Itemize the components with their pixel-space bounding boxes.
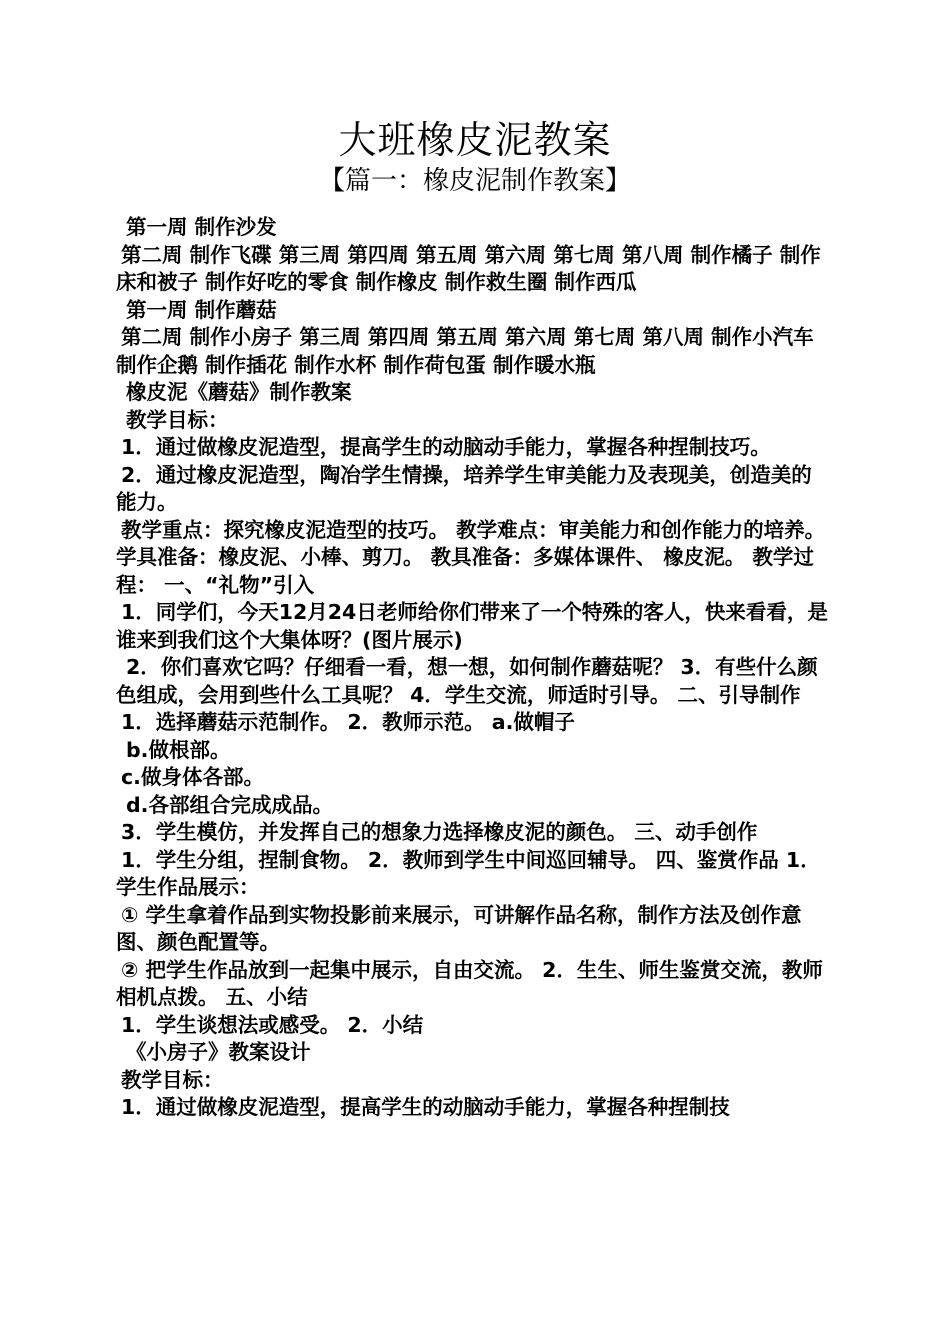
- document-paragraph: 1．同学们，今天12月24日老师给你们带来了一个特殊的客人，快来看看，是谁来到我们这个大集体呀？(图片展示): [116, 600, 828, 652]
- document-paragraph: 1．通过做橡皮泥造型，提高学生的动脑动手能力，掌握各种捏制技: [121, 1095, 730, 1119]
- document-paragraph: 1．学生分组，捏制食物。 2．教师到学生中间巡回辅导。 四、鉴赏作品 1． 学生作品展示：: [116, 847, 821, 899]
- document-paragraph: c.做身体各部。: [121, 765, 264, 789]
- document-body: [116, 214, 832, 1122]
- document-title: 大班橡皮泥教案: [338, 118, 612, 162]
- document-paragraph: 第一周 制作蘑菇: [126, 297, 277, 322]
- document-paragraph: 教学目标：: [121, 1067, 224, 1092]
- document-paragraph: 第二周 制作小房子 第三周 第四周 第五周 第六周 第七周 第八周 制作小汽车 制作企鹅 制作插花 制作水杯 制作荷包蛋 制作暖水瓶: [116, 325, 814, 377]
- document-paragraph: ② 把学生作品放到一起集中展示，自由交流。 2．生生、师生鉴赏交流，教师相机点拨。 五、小结: [116, 957, 823, 1009]
- document-paragraph: b.做根部。: [126, 737, 231, 762]
- document-paragraph: 第二周 制作飞碟 第三周 第四周 第五周 第六周 第七周 第八周 制作橘子 制作床和被子 制作好吃的零食 制作橡皮 制作救生圈 制作西瓜: [116, 242, 821, 294]
- document-paragraph: 橡皮泥《蘑菇》制作教案: [126, 380, 352, 404]
- document-paragraph: 教学重点：探究橡皮泥造型的技巧。 教学难点：审美能力和创作能力的培养。 学具准备：橡皮泥、小棒、剪刀。 教具准备：多媒体课件、 橡皮泥。 教学过程： 一、“礼物”引入: [116, 517, 826, 597]
- document-paragraph: 1．通过做橡皮泥造型，提高学生的动脑动手能力，掌握各种捏制技巧。: [121, 435, 771, 459]
- document-paragraph: 第一周 制作沙发: [126, 215, 277, 239]
- document-paragraph: 1．学生谈想法或感受。 2．小结: [121, 1012, 424, 1037]
- document-paragraph: 教学目标：: [126, 407, 229, 432]
- document-paragraph: 2．通过橡皮泥造型，陶冶学生情操，培养学生审美能力及表现美，创造美的能力。: [116, 462, 812, 514]
- document-subtitle: 【篇一：橡皮泥制作教案】: [318, 166, 631, 196]
- document-paragraph: 2．你们喜欢它吗？仔细看一看，想一想，如何制作蘑菇呢？ 3．有些什么颜色组成，会用到些什么工具呢？ 4．学生交流，师适时引导。 二、引导制作: [116, 655, 818, 707]
- document-paragraph: 《小房子》教案设计: [126, 1040, 311, 1064]
- document-paragraph: 3．学生模仿，并发挥自己的想象力选择橡皮泥的颜色。 三、动手创作: [121, 820, 758, 844]
- document-paragraph: 1．选择蘑菇示范制作。 2．教师示范。 a.做帽子: [121, 710, 575, 734]
- document-paragraph: d.各部组合完成成品。: [126, 792, 333, 817]
- document-paragraph: ① 学生拿着作品到实物投影前来展示，可讲解作品名称，制作方法及创作意图、颜色配置等。: [116, 902, 802, 954]
